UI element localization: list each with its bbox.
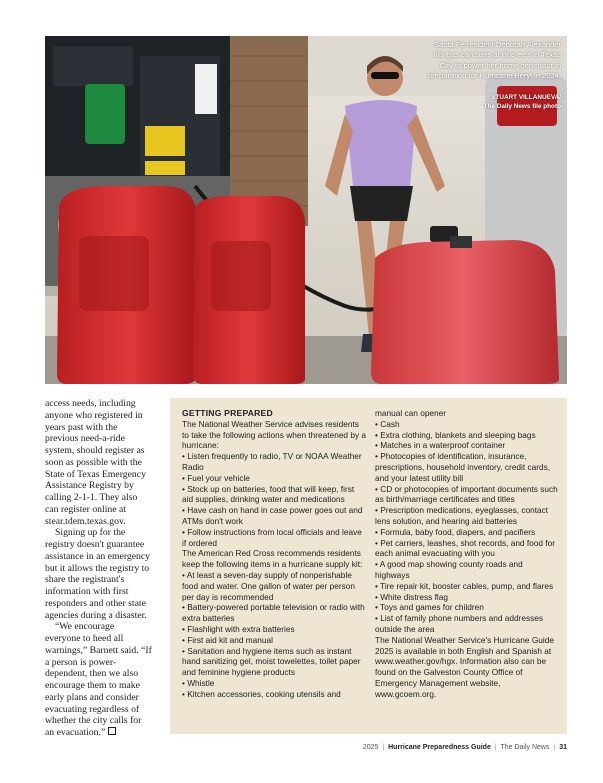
sidebar-line: • Pet carriers, leashes, shot records, and food for each animal evacuating with you [375,537,555,559]
sidebar-line: • CD or photocopies of important documents such as birth/marriage certificates and titles [375,483,558,505]
article-paragraph-text: “We encourage everyone to heed all warnings,” Barnett said. “If a person is power-dependent, then we also encourage them to make early plans and consider evacuating regardless of whether the city calls for an evacuation.” [45,621,152,738]
sidebar-line: • Matches in a waterproof container [375,440,506,451]
sidebar-line: • Battery-powered portable television or radio with extra batteries [182,602,365,624]
sidebar-line: The American Red Cross recommends residents keep the following items in a hurricane supply kit: [182,548,363,570]
sidebar-right-column [375,408,559,700]
sidebar-line: • Photocopies of identification, insurance, prescriptions, household inventory, credit cards, and your latest utility bill [375,451,551,483]
sidebar-line: • Kitchen accessories, cooking utensils and [182,688,341,699]
sidebar-line: • Whistle [182,677,215,688]
photo-illustration [45,36,567,384]
footer-page-number: 31 [559,744,567,751]
footer-publication: The Daily News [500,744,550,751]
sidebar-line: • Flashlight with extra batteries [182,623,295,634]
pump-green-panel [85,84,125,144]
sidebar-line: • Stock up on batteries, food that will keep, first aid supplies, drinking water and medications [182,483,355,505]
sidebar-line: • Tire repair kit, booster cables, pump, and flares [375,580,554,591]
sidebar-line: • Toys and games for children [375,602,484,613]
sidebar-line: • Sanitation and hygiene items such as instant hand sanitizing gel, moist towelettes, toilet paper and feminine hygiene products [182,645,361,678]
footer-separator: | [553,744,556,751]
sidebar-line: • Have cash on hand in case power goes out and ATMs don't work [182,505,363,526]
sidebar-title: GETTING PREPARED [182,408,273,418]
article-paragraph: Signing up for the registry doesn't guarantee assistance in an emergency but it allows the registry to share the registrant's information with first responders and other state agencies during a disaster. [45,527,150,621]
footer-section: Hurricane Preparedness Guide [388,744,491,751]
sidebar-left-column [182,408,367,700]
sidebar-line: • First aid kit and manual [182,634,273,645]
news-photo [45,36,567,384]
sidebar-line: • Fuel your vehicle [182,472,250,483]
article-body-column [45,398,152,739]
sidebar-line: • List of family phone numbers and addresses outside the area [375,613,544,634]
photo-credit-name: STUART VILLANUEVA/ [491,94,561,101]
article-paragraph: access needs, including anyone who registered in years past with the previous need-a-ride system, should register as soon as possible with the State of Texas Emergency Assistance Registry by calling 2-1-1. They also can register online at stear.tdem.texas.gov. [45,398,146,527]
sidebar-line: manual can opener [375,408,447,418]
canister-3 [371,240,559,384]
getting-prepared-sidebar [170,398,567,734]
sidebar-line: The National Weather Service advises residents to take the following actions when threatened by a hurricane: [182,418,367,451]
end-of-story-icon [108,727,116,735]
sidebar-line: • Formula, baby food, diapers, and pacifiers [375,526,536,537]
photo-credit-org: The Daily News file photo [483,102,561,110]
pump-yellow-label [145,126,185,156]
photo-credit [484,94,561,111]
sidebar-line: • Cash [375,418,400,429]
footer-separator: | [494,744,497,751]
footer-separator: | [382,744,385,751]
sidebar-line: • White distress flag [375,591,448,602]
photo-caption: Santa Fe resident Deborah Alexander fills gas canisters at Buc-ee's in Texas City to power her home generator in preparation for Hurricane Beryl in 2024. [428,40,561,81]
sidebar-line: • At least a seven-day supply of nonperishable food and water. One gallon of water per person per day is recommended [182,569,355,602]
sidebar-line: • A good map showing county roads and highways [375,559,523,580]
sidebar-line: • Extra clothing, blankets and sleeping bags [375,429,536,440]
footer-year: 2025 [362,744,379,751]
sidebar-line: • Prescription medications, eyeglasses, contact lens solution, and hearing aid batteries [375,505,549,526]
page-footer [363,744,567,751]
article-paragraph-last [45,621,152,739]
sidebar-line: The National Weather Service's Hurricane Guide 2025 is available in both English and Spanish at www.weather.gov/hgx. Information also can be found on the Galveston County Office of Emergency Management website, www.gcoem.org. [375,634,554,699]
sidebar-line: • Listen frequently to radio, TV or NOAA Weather Radio [182,451,362,472]
sidebar-line: • Follow instructions from local officials and leave if ordered [182,526,362,548]
woman-shorts [350,186,413,221]
woman-tanktop [345,100,417,191]
